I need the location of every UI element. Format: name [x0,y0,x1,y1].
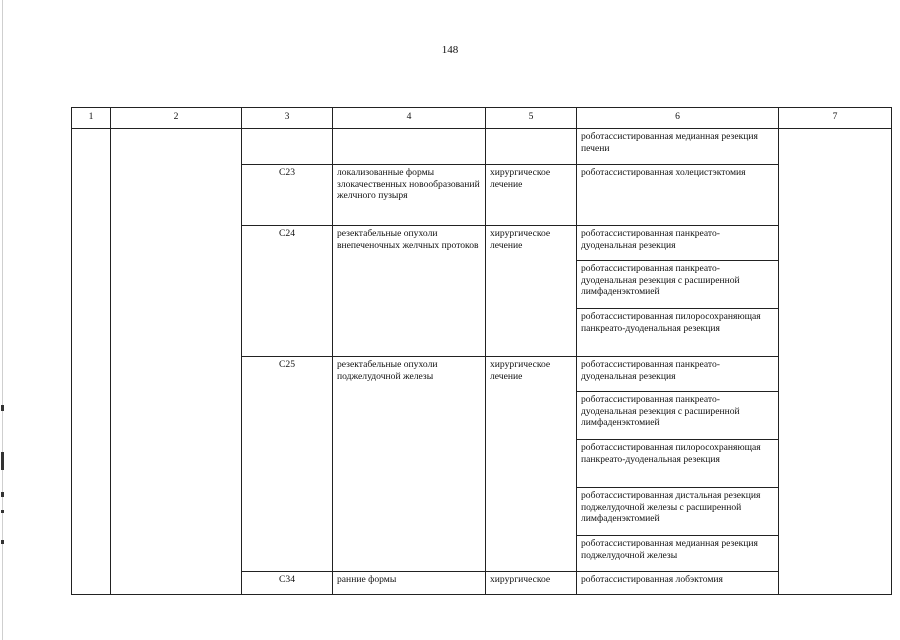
header-col-5: 5 [486,108,577,129]
procedure-cell: роботассистированная панкреато-дуоденальная резекция с расширенной лимфаденэктомией [577,392,779,440]
description-cell [333,129,486,165]
header-col-6: 6 [577,108,779,129]
procedure-cell: роботассистированная холецистэктомия [577,165,779,226]
header-col-7: 7 [779,108,892,129]
col7-cell [779,129,892,595]
procedure-cell: роботассистированная пилоросохраняющая панкреато-дуоденальная резекция [577,309,779,357]
code-cell: C34 [242,572,333,595]
procedures-table [71,107,892,595]
page-number: 148 [441,44,459,56]
procedure-cell: роботассистированная панкреато-дуоденальная резекция [577,226,779,261]
header-col-2: 2 [111,108,242,129]
treatment-cell [486,129,577,165]
header-col-1: 1 [72,108,111,129]
procedure-cell: роботассистированная лобэктомия [577,572,779,595]
code-cell: C25 [242,357,333,572]
description-cell: резектабельные опухоли внепеченочных желчных протоков [333,226,486,357]
code-cell [242,129,333,165]
procedure-cell: роботассистированная медианная резекция печени [577,129,779,165]
col1-cell [72,129,111,595]
description-cell: резектабельные опухоли поджелудочной железы [333,357,486,572]
header-col-4: 4 [333,108,486,129]
treatment-cell: хирургическое лечение [486,165,577,226]
col2-cell [111,129,242,595]
header-col-3: 3 [242,108,333,129]
treatment-cell: хирургическое лечение [486,226,577,357]
header-row [72,108,892,129]
procedure-cell: роботассистированная медианная резекция поджелудочной железы [577,536,779,572]
table-row [72,129,892,165]
code-cell: C24 [242,226,333,357]
treatment-cell: хирургическое [486,572,577,595]
treatment-cell: хирургическое лечение [486,357,577,572]
procedure-cell: роботассистированная дистальная резекция поджелудочной железы с расширенной лимфаденэктомией [577,488,779,536]
binding-edge [0,0,6,640]
code-cell: C23 [242,165,333,226]
procedure-cell: роботассистированная панкреато-дуоденальная резекция с расширенной лимфаденэктомией [577,261,779,309]
procedure-cell: роботассистированная пилоросохраняющая панкреато-дуоденальная резекция [577,440,779,488]
procedure-cell: роботассистированная панкреато-дуоденальная резекция [577,357,779,392]
description-cell: ранние формы [333,572,486,595]
description-cell: локализованные формы злокачественных новообразований желчного пузыря [333,165,486,226]
